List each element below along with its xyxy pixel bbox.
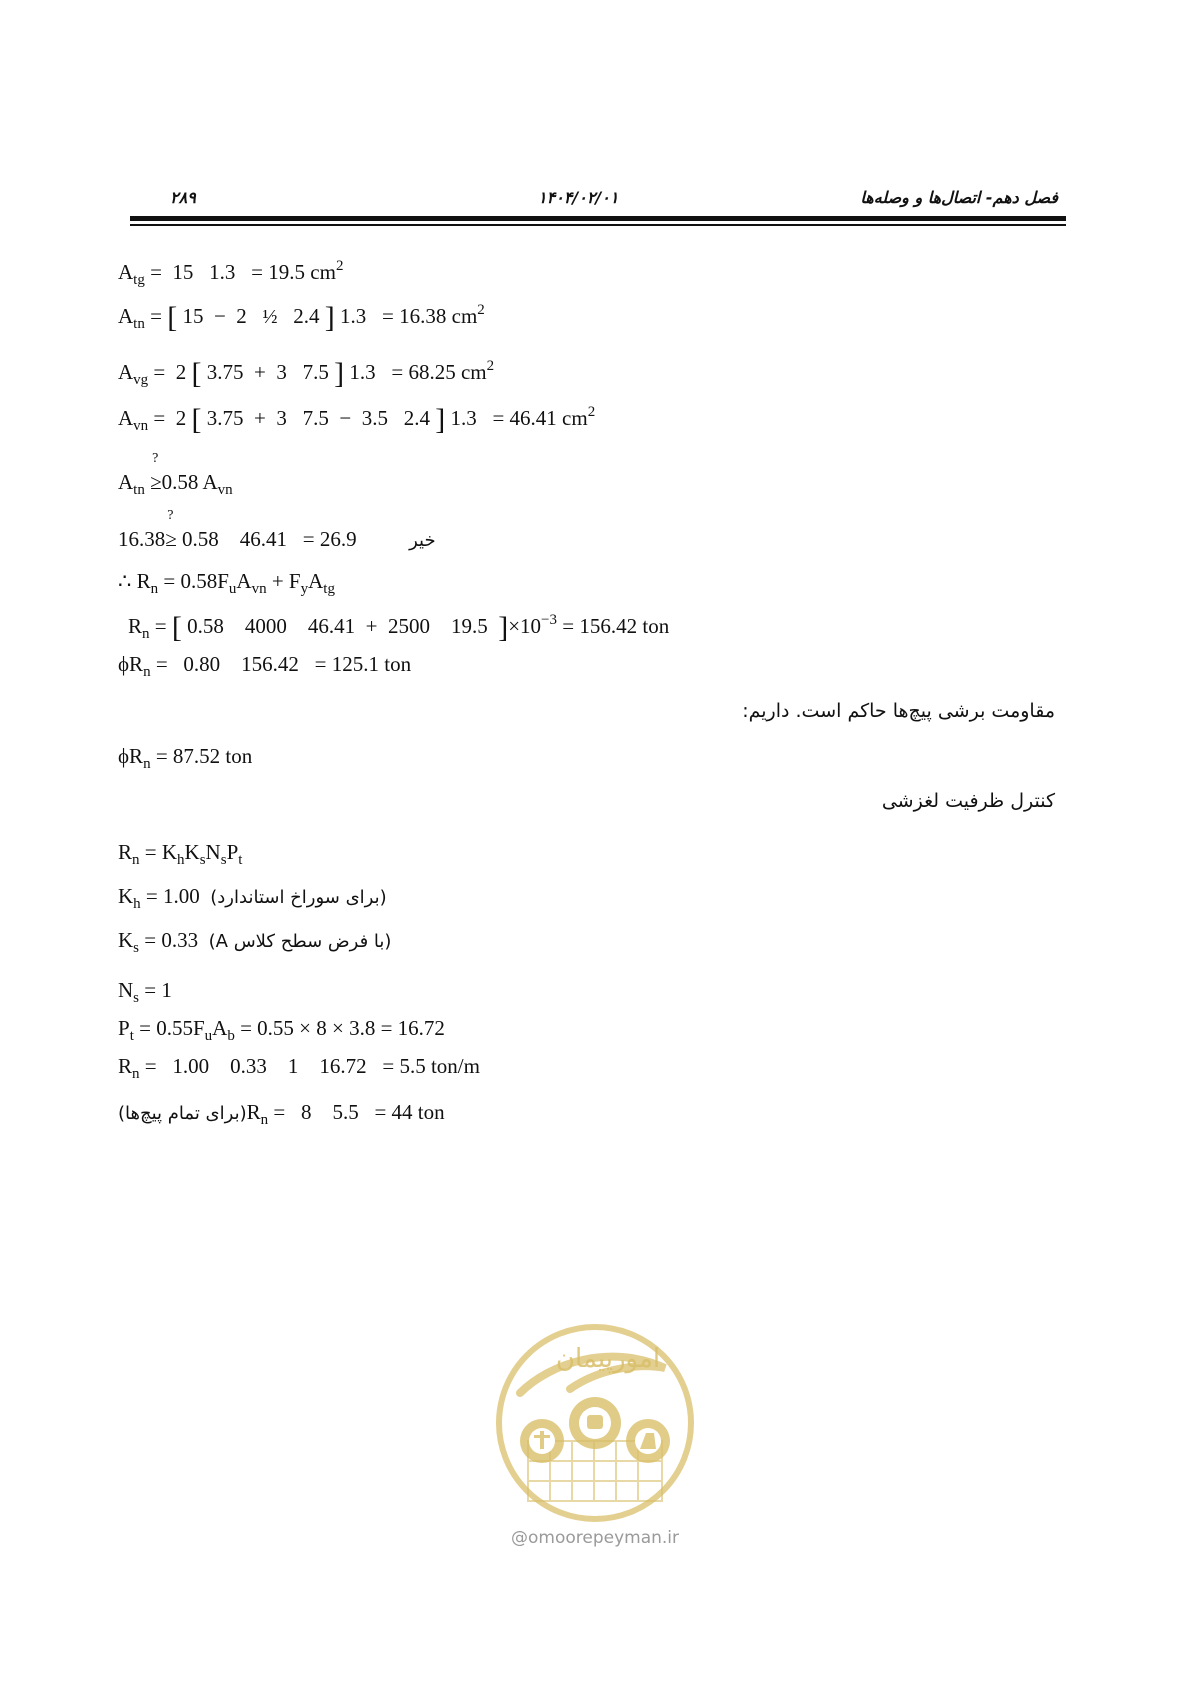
equation-phirn-block-shear: $\phi R_n = 0.80$ 156.42 = 125.1 ton bbox=[118, 652, 412, 680]
header-rule-thin bbox=[130, 224, 1066, 226]
page-number: ۲۸۹ bbox=[170, 188, 196, 207]
equation-ns: $N_s = 1$ bbox=[118, 978, 172, 1006]
equation-rn-calc: $R_n$ = [ 0.58 4000 46.41 + 2500 19.5 ]$\times 10^{-3} = 156.42$ ton bbox=[128, 611, 670, 644]
equation-rn-formula: ∴ $R_n = 0.58F_uA_{vn} + F_yA_{tg}$ bbox=[118, 569, 335, 597]
equation-rn-slip: $R_n = K_hK_sN_sP_t$ bbox=[118, 840, 243, 868]
rn-total-note: (برای تمام پیچ‌ها) bbox=[118, 1103, 247, 1124]
kh-note: (برای سوراخ استاندارد) bbox=[210, 887, 387, 908]
equation-atn: $A_{tn}$ = [ 15 − 2 ½ 2.4 ] 1.3 = 16.38 $cm^2$ bbox=[118, 301, 485, 334]
watermark-logo bbox=[490, 1323, 700, 1549]
watermark-seal-icon bbox=[490, 1323, 700, 1549]
header-date: ۱۴۰۴/۰۲/۰۱ bbox=[538, 188, 619, 207]
ks-note: (با فرض سطح کلاس A) bbox=[208, 931, 392, 952]
chapter-title: فصل دهم- اتصال‌ها و وصله‌ها bbox=[860, 188, 1058, 207]
equation-rn-single: $R_n = 1.00$ 0.33 1 16.72 = 5.5 ton/m bbox=[118, 1054, 480, 1082]
equation-rn-total: (برای تمام $پیچ‌ها)R_n = 8$ 5.5 = 44 ton bbox=[118, 1100, 445, 1128]
equation-atg: $A_{tg} = 15$ 1.3 = 19.5 $cm^2$ bbox=[118, 258, 344, 288]
paragraph-bolt-shear: مقاومت برشی پیچ‌ها حاکم است. داریم: bbox=[742, 700, 1055, 722]
svg-text:@omoorepeyman.ir: @omoorepeyman.ir bbox=[510, 1528, 680, 1548]
equation-ks: $K_s = 0.33$ (با فرض سطح کلاس A) bbox=[118, 928, 392, 956]
equation-check-numeric: 16.38≥ ? 0.58 46.41 = 26.9 خیر bbox=[118, 508, 436, 551]
equation-kh: $K_h = 1.00$ (برای سوراخ استاندارد) bbox=[118, 884, 387, 912]
answer-no: خیر bbox=[409, 530, 436, 551]
equation-avg: $A_{vg} = 2$ [ 3.75 + 3 7.5 ] 1.3 = 68.25 $cm^2$ bbox=[118, 357, 495, 390]
paragraph-slip-check: کنترل ظرفیت لغزشی bbox=[881, 790, 1055, 812]
equation-phirn-bolt: $\phi R_n = 87.52$ ton bbox=[118, 744, 253, 772]
equation-pt: $P_t = 0.55F_uA_b = 0.55 \times 8 \times 3.8 = 16.72$ bbox=[118, 1016, 445, 1044]
equation-check-general: $A_{tn}$ ≥ ? 0.58 $A_{vn}$ bbox=[118, 451, 233, 498]
header-rule-thick bbox=[130, 216, 1066, 221]
equation-avn: $A_{vn} = 2$ [ 3.75 + 3 7.5 − 3.5 2.4 ] 1.3 = 46.41 $cm^2$ bbox=[118, 403, 596, 436]
page-header bbox=[130, 188, 1066, 214]
svg-text:امورپیمان: امورپیمان bbox=[555, 1344, 661, 1374]
